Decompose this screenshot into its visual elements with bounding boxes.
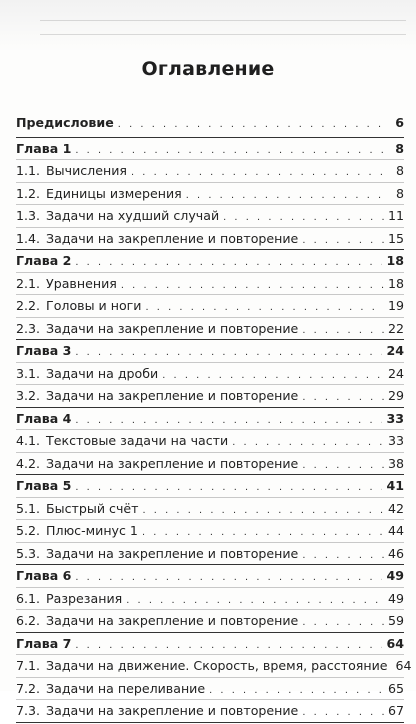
toc-page-number: 64 <box>395 658 412 673</box>
toc-section-entry[interactable] <box>16 384 404 407</box>
toc-entry-text: Глава 7 <box>16 635 72 651</box>
toc-entry-label <box>16 250 71 272</box>
toc-section-entry[interactable] <box>16 362 404 385</box>
toc-section-entry[interactable] <box>16 227 404 250</box>
toc-entry-label <box>16 543 298 565</box>
dot-leader <box>75 567 382 589</box>
toc-section-number: 6.1. <box>16 590 41 606</box>
toc-section-entry[interactable] <box>16 677 404 700</box>
dot-leader <box>75 252 382 274</box>
toc-entry-text: Задачи на закрепление и повторение <box>46 613 299 628</box>
toc-section-number: 3.1. <box>16 365 41 381</box>
bleed-through-line <box>40 20 406 21</box>
toc-section-number: 5.1. <box>16 500 41 516</box>
toc-entry-label <box>16 430 228 452</box>
toc-page-number: 24 <box>386 343 404 358</box>
toc-page-number: 6 <box>395 115 404 130</box>
dot-leader <box>118 114 384 136</box>
toc-page-number: 41 <box>386 478 404 493</box>
page-top-shadow <box>0 0 416 52</box>
toc-entry-label <box>16 160 127 182</box>
toc-section-number: 7.2. <box>16 680 41 696</box>
toc-page-number: 59 <box>387 613 404 628</box>
toc-section-entry[interactable] <box>16 204 404 227</box>
toc-entry-label <box>16 453 298 475</box>
toc-entry-text: Текстовые задачи на части <box>46 433 229 448</box>
toc-entry-text: Глава 2 <box>16 253 72 268</box>
bleed-through-line <box>40 34 406 35</box>
toc-section-number: 2.2. <box>16 298 41 313</box>
dot-leader <box>302 455 384 477</box>
toc-page-number: 42 <box>387 500 404 516</box>
dot-leader <box>232 432 384 454</box>
toc-entry-label <box>16 183 182 205</box>
toc-entry-label <box>16 655 388 677</box>
toc-entry-text: Глава 5 <box>16 478 72 493</box>
toc-entry-label <box>16 610 298 632</box>
toc-entry-label <box>16 318 298 340</box>
dot-leader <box>302 545 384 567</box>
toc-entry-label <box>16 565 71 587</box>
toc-page-number: 33 <box>386 410 404 426</box>
toc-section-entry[interactable] <box>16 542 404 565</box>
toc-entry-text: Задачи на худший случай <box>46 208 220 223</box>
dot-leader <box>302 612 384 634</box>
toc-page-number: 8 <box>395 163 404 178</box>
toc-chapter-entry[interactable] <box>16 474 404 497</box>
toc-entry-label <box>16 498 138 520</box>
toc-section-number: 3.2. <box>16 388 41 403</box>
toc-chapter-entry[interactable] <box>16 407 404 430</box>
toc-entry-text: Разрезания <box>46 590 123 606</box>
toc-page-number: 49 <box>387 590 404 606</box>
toc-section-entry[interactable] <box>16 317 404 340</box>
dot-leader <box>131 162 384 184</box>
toc-page-number: 29 <box>387 388 404 403</box>
toc-entry-text: Предисловие <box>16 115 114 130</box>
page-title: Оглавление <box>141 58 275 80</box>
dot-leader <box>145 297 383 319</box>
toc-entry-text: Головы и ноги <box>46 298 142 313</box>
toc-section-entry[interactable] <box>16 182 404 205</box>
dot-leader <box>302 320 384 342</box>
toc-page-number: 65 <box>387 680 404 696</box>
toc-entry-label <box>16 385 298 407</box>
toc-entry-text: Глава 3 <box>16 343 72 358</box>
table-of-contents <box>16 112 412 723</box>
dot-leader <box>302 230 384 252</box>
toc-section-entry[interactable] <box>16 497 404 520</box>
toc-page-number: 18 <box>387 275 404 291</box>
toc-page-number: 22 <box>387 320 404 336</box>
toc-entry-label <box>16 520 138 542</box>
toc-page-number: 49 <box>386 568 404 583</box>
toc-section-entry[interactable] <box>16 159 404 182</box>
toc-chapter-entry[interactable] <box>16 249 404 272</box>
toc-section-number: 1.2. <box>16 185 41 201</box>
toc-entry-text: Задачи на закрепление и повторение <box>46 320 299 336</box>
toc-section-number: 2.1. <box>16 275 41 291</box>
toc-chapter-entry[interactable] <box>16 137 404 160</box>
toc-entry-text: Задачи на закрепление и повторение <box>46 388 299 403</box>
toc-page-number: 33 <box>387 433 404 448</box>
toc-entry-text: Задачи на закрепление и повторение <box>46 455 299 471</box>
toc-entry-label <box>16 408 71 430</box>
toc-entry-label <box>16 363 158 385</box>
toc-section-number: 2.3. <box>16 320 41 336</box>
dot-leader <box>75 410 382 432</box>
toc-entry-text: Задачи на закрепление и повторение <box>46 230 299 246</box>
toc-section-entry[interactable] <box>16 429 404 452</box>
toc-page-number: 8 <box>395 140 404 156</box>
toc-entry-label <box>16 588 122 610</box>
toc-entry-label <box>16 273 117 295</box>
toc-section-number: 1.1. <box>16 163 41 178</box>
toc-entry-text: Плюс-минус 1 <box>46 523 138 538</box>
toc-entry-label <box>16 295 141 317</box>
toc-entry-text: Быстрый счёт <box>46 500 139 516</box>
toc-entry-text: Глава 1 <box>16 140 72 156</box>
toc-entry-label <box>16 678 205 700</box>
toc-section-entry[interactable] <box>16 699 404 722</box>
toc-page-number: 15 <box>387 230 404 246</box>
toc-page-number: 64 <box>386 635 404 651</box>
toc-section-entry[interactable] <box>16 587 404 610</box>
toc-entry-text: Задачи на закрепление и повторение <box>46 703 299 718</box>
dot-leader <box>75 477 382 499</box>
toc-page-number: 19 <box>387 298 404 313</box>
toc-section-number: 5.3. <box>16 545 41 561</box>
dot-leader <box>142 500 384 522</box>
toc-entry-label <box>16 112 114 134</box>
toc-entry-label <box>16 138 71 160</box>
toc-entry-label <box>16 475 71 497</box>
dot-leader <box>223 207 384 229</box>
toc-entry-text: Вычисления <box>46 163 127 178</box>
toc-page-number: 8 <box>395 185 404 201</box>
dot-leader <box>142 522 384 544</box>
toc-section-number: 7.3. <box>16 703 41 718</box>
toc-chapter-entry[interactable] <box>16 632 404 655</box>
toc-section-number: 5.2. <box>16 523 41 538</box>
toc-page-number: 18 <box>386 253 404 268</box>
toc-page-number: 46 <box>387 545 404 561</box>
dot-leader <box>75 635 382 657</box>
dot-leader <box>126 590 384 612</box>
toc-section-number: 1.3. <box>16 208 41 223</box>
toc-entry-text: Глава 4 <box>16 410 72 426</box>
toc-page-number: 24 <box>387 365 404 381</box>
toc-section-entry[interactable] <box>16 452 404 475</box>
dot-leader <box>75 342 382 364</box>
toc-entry-text: Уравнения <box>46 275 117 291</box>
dot-leader <box>162 365 384 387</box>
toc-entry-label <box>16 205 219 227</box>
toc-page-number: 44 <box>387 523 404 538</box>
dot-leader <box>186 185 384 207</box>
toc-entry-label <box>16 700 298 722</box>
dot-leader <box>209 680 384 702</box>
toc-entry-label <box>16 228 298 250</box>
toc-page-number: 67 <box>387 703 404 718</box>
toc-section-entry[interactable] <box>16 519 404 542</box>
dot-leader <box>75 140 384 162</box>
toc-section-number: 6.2. <box>16 613 41 628</box>
toc-section-number: 1.4. <box>16 230 41 246</box>
toc-entry-text: Задачи на движение. Скорость, время, расстояние <box>46 658 388 673</box>
toc-entry-text: Задачи на дроби <box>46 365 159 381</box>
toc-page-number: 11 <box>387 208 404 223</box>
toc-section-entry[interactable] <box>16 272 404 295</box>
toc-entry-text: Задачи на закрепление и повторение <box>46 545 299 561</box>
toc-section-entry[interactable] <box>16 294 404 317</box>
toc-entry-text: Задачи на переливание <box>46 680 206 696</box>
toc-chapter-entry[interactable] <box>16 339 404 362</box>
toc-chapter-entry[interactable] <box>16 564 404 587</box>
dot-leader <box>302 702 384 724</box>
toc-entry-text: Единицы измерения <box>46 185 182 201</box>
toc-entry-text: Глава 6 <box>16 568 72 583</box>
toc-section-number: 7.1. <box>16 658 41 673</box>
dot-leader <box>121 275 384 297</box>
toc-section-number: 4.1. <box>16 433 41 448</box>
toc-entry-label <box>16 633 71 655</box>
toc-preface-entry[interactable] <box>16 112 404 134</box>
toc-page-number: 38 <box>387 455 404 471</box>
toc-entry-label <box>16 340 71 362</box>
toc-section-number: 4.2. <box>16 455 41 471</box>
toc-section-entry[interactable] <box>16 654 412 677</box>
toc-section-entry[interactable] <box>16 609 404 632</box>
dot-leader <box>302 387 384 409</box>
